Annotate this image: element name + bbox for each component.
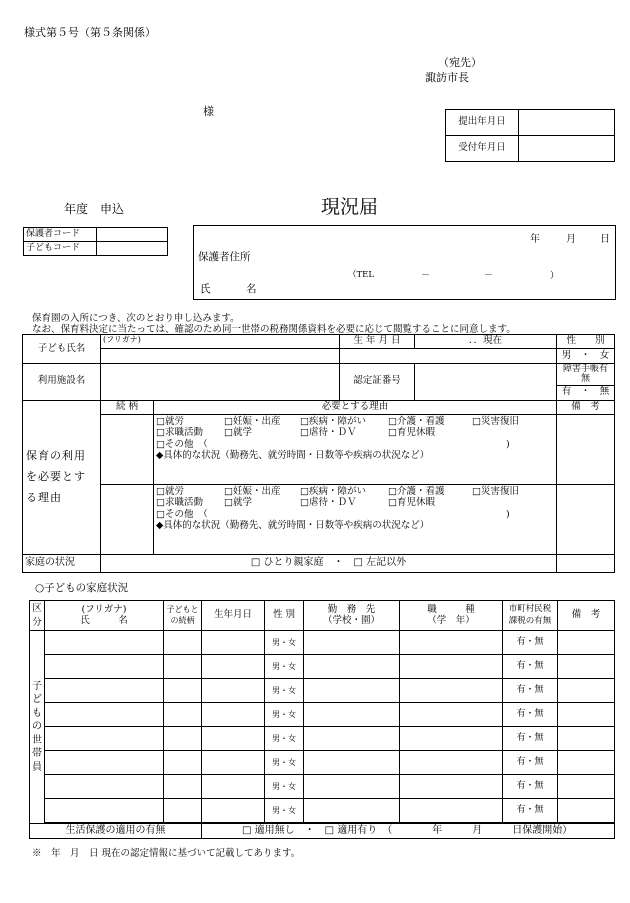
dob-label: 生 年 月 日 [340,335,415,349]
sex-label: 性 別 [557,335,615,349]
family-sex-4[interactable]: 男・女 [265,703,304,727]
family-tax-2[interactable]: 有・無 [503,655,558,679]
family-dob-3[interactable] [202,679,265,703]
family-table [29,600,615,839]
family-name-8[interactable] [45,799,164,823]
facility-label: 利用施設名 [23,364,101,401]
family-tax-5[interactable]: 有・無 [503,727,558,751]
name-header-text: 氏 名 [80,614,128,626]
family-remarks-1[interactable] [558,631,615,655]
reason-work[interactable]: □就労 [156,415,184,427]
date-stamp-table [445,109,615,162]
family-tax-4[interactable]: 有・無 [503,703,558,727]
family-remarks-7[interactable] [558,775,615,799]
family-relationship-1[interactable] [164,631,202,655]
workplace-subheader: （学校・園） [322,614,380,626]
disability-label: 障害手帳有無 [557,364,615,386]
reason-care[interactable]: □介護・看護 [388,415,445,427]
page-title: 現況届 [321,196,379,218]
dob-field[interactable] [340,349,557,364]
tax-header: 市町村民税課税の有無 [503,601,558,631]
family-name-6[interactable] [45,751,164,775]
addressee-note: （宛先） [438,56,482,69]
tel-close: ） [550,271,560,281]
dob-col-header: 生年月日 [202,601,265,631]
category-header: 区分 [30,601,45,631]
reason-abuse[interactable]: □虐待・ＤＶ [300,497,357,509]
reason-care[interactable]: □介護・看護 [388,485,445,497]
reason-pregnancy[interactable]: □妊娠・出産 [224,485,281,497]
child-code-label: 子どもコード [24,242,97,256]
family-dob-8[interactable] [202,799,265,823]
tel-label: （TEL [348,270,375,280]
name-header [45,601,164,631]
furigana-label: (フリガナ) [101,335,340,349]
child-name-field[interactable] [101,349,340,364]
family-remarks-5[interactable] [558,727,615,751]
reason-abuse[interactable]: □虐待・ＤＶ [300,427,357,439]
family-sex-5[interactable]: 男・女 [265,727,304,751]
need-section-label: 保育の利用を必要とする理由 [23,400,101,554]
family-sex-3[interactable]: 男・女 [265,679,304,703]
relationship-field-2[interactable] [101,484,154,554]
family-workplace-1[interactable] [304,631,400,655]
form-number: 様式第５号（第５条関係） [24,26,156,39]
family-occupation-7[interactable] [400,775,503,799]
reason-illness[interactable]: □疾病・障がい [300,415,366,427]
household-remarks[interactable] [557,554,615,572]
family-sex-1[interactable]: 男・女 [265,631,304,655]
family-workplace-2[interactable] [304,655,400,679]
family-relationship-8[interactable] [164,799,202,823]
family-occupation-3[interactable] [400,679,503,703]
remarks-header: 備 考 [557,400,615,414]
workplace-header [304,601,400,631]
family-tax-7[interactable]: 有・無 [503,775,558,799]
reason-pregnancy[interactable]: □妊娠・出産 [224,415,281,427]
family-remarks-6[interactable] [558,751,615,775]
family-dob-6[interactable] [202,751,265,775]
guardian-address-label: 保護者住所 [198,251,251,263]
family-name-4[interactable] [45,703,164,727]
family-relationship-3[interactable] [164,679,202,703]
reason-other[interactable]: □その他 （ [156,438,208,450]
name-label-2: 名 [246,283,257,295]
codes-table [23,227,168,256]
family-relationship-4[interactable] [164,703,202,727]
family-workplace-7[interactable] [304,775,400,799]
honorific: 様 [203,105,214,118]
reason-header: 必要とする理由 [154,400,557,414]
family-occupation-1[interactable] [400,631,503,655]
date-day-label: 日 [600,234,610,245]
furigana-header: (フリガナ) [81,603,127,615]
family-dob-2[interactable] [202,655,265,679]
family-relationship-6[interactable] [164,751,202,775]
household-label: 家庭の状況 [23,554,101,572]
family-sex-6[interactable]: 男・女 [265,751,304,775]
facility-field[interactable] [101,364,340,401]
family-dob-5[interactable] [202,727,265,751]
relationship-header: 続 柄 [101,400,154,414]
family-sex-2[interactable]: 男・女 [265,655,304,679]
family-name-2[interactable] [45,655,164,679]
reason-job-seeking[interactable]: □求職活動 [156,497,203,509]
family-remarks-3[interactable] [558,679,615,703]
welfare-options[interactable]: □ 適用無し ・ □ 適用有り （ 年 月 日保護開始） [202,824,615,839]
tel-separator-2: － [484,271,494,281]
family-tax-8[interactable]: 有・無 [503,799,558,823]
family-occupation-2[interactable] [400,655,503,679]
family-relationship-5[interactable] [164,727,202,751]
disability-options[interactable]: 有 ・ 無 [557,385,615,400]
name-label-1: 氏 [200,283,211,295]
date-month-label: 月 [566,234,576,245]
fiscal-year-label: 年度 [64,202,89,216]
note-line-2: なお、保育料決定に当たっては、確認のため同一世帯の税務関係資料を必要に応じて閲覧することに同意します。 [32,324,516,335]
receipt-date-label: 受付年月日 [446,136,519,162]
family-remarks-8[interactable] [558,799,615,823]
family-tax-1[interactable]: 有・無 [503,631,558,655]
family-sex-8[interactable]: 男・女 [265,799,304,823]
family-dob-7[interactable] [202,775,265,799]
family-workplace-4[interactable] [304,703,400,727]
reason-other[interactable]: □その他 （ [156,508,208,520]
family-workplace-6[interactable] [304,751,400,775]
family-remarks-2[interactable] [558,655,615,679]
reason-illness[interactable]: □疾病・障がい [300,485,366,497]
submission-date-field[interactable] [519,110,615,136]
household-options[interactable]: □ ひとり親家庭 ・ □ 左記以外 [101,554,557,572]
reason-block-1 [154,414,557,484]
dob-present: ．．現在 [415,335,557,349]
family-name-3[interactable] [45,679,164,703]
receipt-date-field[interactable] [519,136,615,162]
reason-block-2 [154,484,557,554]
child-code-field[interactable] [97,242,168,256]
family-occupation-6[interactable] [400,751,503,775]
remarks-field-2[interactable] [557,484,615,554]
child-info-table [22,334,615,573]
applicant-box [193,225,616,300]
family-name-7[interactable] [45,775,164,799]
relationship-col-header: 子どもとの続柄 [164,601,202,631]
family-remarks-4[interactable] [558,703,615,727]
family-relationship-7[interactable] [164,775,202,799]
reason-other-close: ) [506,508,510,520]
reason-details-label: ◆具体的な状況（勤務先、就労時間・日数等や疾病の状況など） [156,450,430,462]
family-name-5[interactable] [45,727,164,751]
occupation-subheader: （学 年） [427,614,475,626]
child-name-label: 子ども氏名 [23,335,101,364]
family-dob-1[interactable] [202,631,265,655]
welfare-label: 生活保護の適用の有無 [30,824,202,839]
reason-other-close: ) [506,438,510,450]
family-tax-6[interactable]: 有・無 [503,751,558,775]
remarks-col-header: 備 考 [558,601,615,631]
family-workplace-3[interactable] [304,679,400,703]
family-occupation-5[interactable] [400,727,503,751]
reason-study[interactable]: □就学 [224,427,252,439]
workplace-header-text: 勤 務 先 [327,603,376,615]
addressee: 諏訪市長 [425,71,469,84]
family-sex-7[interactable]: 男・女 [265,775,304,799]
family-tax-3[interactable]: 有・無 [503,679,558,703]
family-workplace-5[interactable] [304,727,400,751]
occupation-header [400,601,503,631]
guardian-code-label: 保護者コード [24,228,97,242]
footer-note: ※ 年 月 日 現在の認定情報に基づいて記載してあります。 [32,848,301,859]
submission-date-label: 提出年月日 [446,110,519,136]
date-year-label: 年 [530,234,540,245]
reason-disaster[interactable]: □災害復旧 [472,485,519,497]
family-occupation-4[interactable] [400,703,503,727]
cert-number-field[interactable] [415,364,557,401]
tel-separator-1: － [421,271,431,281]
family-workplace-8[interactable] [304,799,400,823]
family-dob-4[interactable] [202,703,265,727]
family-relationship-2[interactable] [164,655,202,679]
reason-job-seeking[interactable]: □求職活動 [156,427,203,439]
sex-col-header: 性 別 [265,601,304,631]
family-name-1[interactable] [45,631,164,655]
guardian-code-field[interactable] [97,228,168,242]
relationship-field-1[interactable] [101,414,154,484]
note-line-1: 保育園の入所につき、次のとおり申し込みます。 [32,313,240,324]
occupation-header-text: 職 種 [427,603,475,615]
reason-work[interactable]: □就労 [156,485,184,497]
reason-childcare-leave[interactable]: □育児休暇 [388,497,435,509]
family-section-title: ○子どもの家庭状況 [35,582,129,594]
cert-number-label: 認定証番号 [340,364,415,401]
household-members-label: 子どもの世帯員 [30,631,45,824]
remarks-field-1[interactable] [557,414,615,484]
reason-disaster[interactable]: □災害復旧 [472,415,519,427]
sex-options[interactable]: 男 ・ 女 [557,349,615,364]
reason-study[interactable]: □就学 [224,497,252,509]
application-label: 申込 [100,202,125,216]
family-occupation-8[interactable] [400,799,503,823]
reason-childcare-leave[interactable]: □育児休暇 [388,427,435,439]
reason-details-label: ◆具体的な状況（勤務先、就労時間・日数等や疾病の状況など） [156,520,430,532]
